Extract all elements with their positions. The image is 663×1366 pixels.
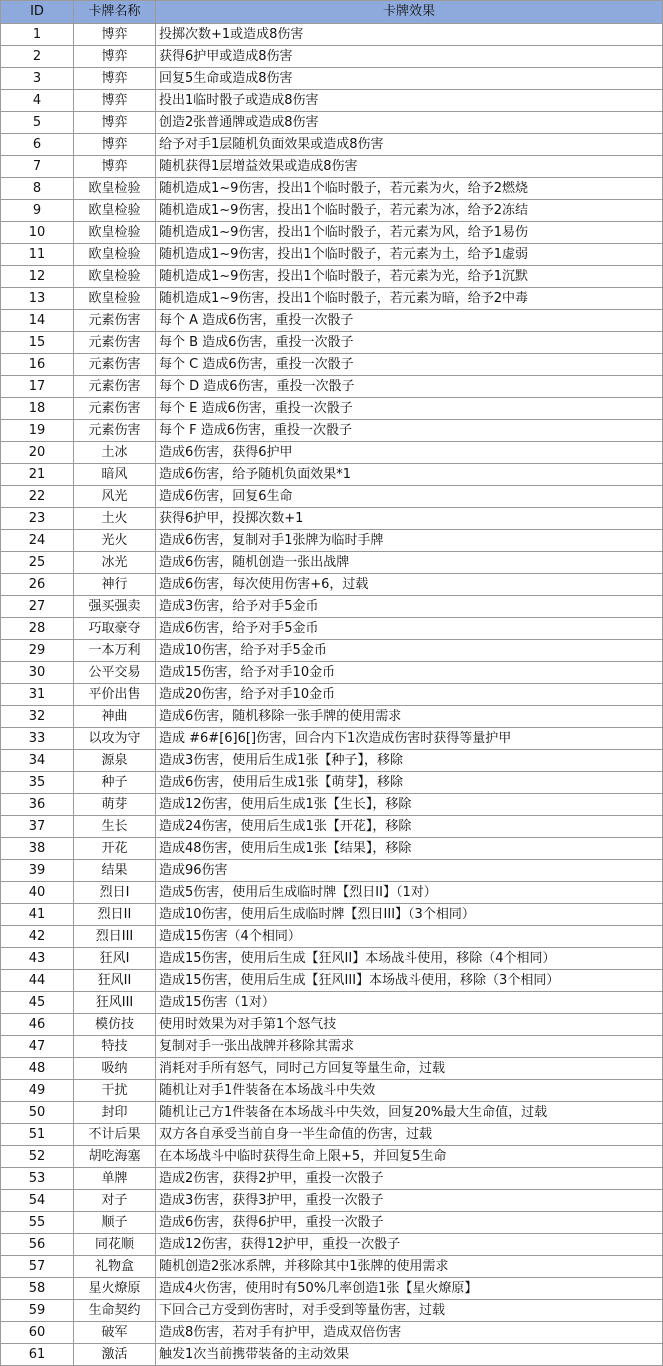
effect-cell: 随机造成1~9伤害，投出1个临时骰子，若元素为火，给予2燃烧	[156, 178, 663, 200]
effect-cell: 复制对手一张出战牌并移除其需求	[156, 1036, 663, 1058]
effect-cell: 随机创造2张冰系牌，并移除其中1张牌的使用需求	[156, 1256, 663, 1278]
id-cell: 18	[1, 398, 74, 420]
table-row	[1, 838, 663, 860]
name-cell: 狂风II	[74, 970, 156, 992]
id-cell: 7	[1, 156, 74, 178]
effect-cell: 造成3伤害，给予对手5金币	[156, 596, 663, 618]
effect-cell: 造成2伤害，获得2护甲，重投一次骰子	[156, 1168, 663, 1190]
name-cell: 萌芽	[74, 794, 156, 816]
id-cell: 54	[1, 1190, 74, 1212]
table-row	[1, 816, 663, 838]
id-cell: 5	[1, 112, 74, 134]
name-cell: 烈日I	[74, 882, 156, 904]
name-cell: 公平交易	[74, 662, 156, 684]
effect-cell: 造成6伤害，每次使用伤害+6，过载	[156, 574, 663, 596]
id-cell: 42	[1, 926, 74, 948]
name-cell: 一本万利	[74, 640, 156, 662]
effect-cell: 随机获得1层增益效果或造成8伤害	[156, 156, 663, 178]
table-row	[1, 992, 663, 1014]
name-cell: 不计后果	[74, 1124, 156, 1146]
name-cell: 元素伤害	[74, 398, 156, 420]
table-row	[1, 662, 663, 684]
table-row	[1, 1190, 663, 1212]
name-cell: 干扰	[74, 1080, 156, 1102]
id-cell: 47	[1, 1036, 74, 1058]
effect-cell: 随机造成1~9伤害，投出1个临时骰子，若元素为冰，给予2冻结	[156, 200, 663, 222]
effect-cell: 使用时效果为对手第1个怒气技	[156, 1014, 663, 1036]
name-cell: 土冰	[74, 442, 156, 464]
effect-cell: 造成6伤害，给予对手5金币	[156, 618, 663, 640]
name-cell: 冰光	[74, 552, 156, 574]
name-cell: 元素伤害	[74, 376, 156, 398]
effect-cell: 造成24伤害，使用后生成1张【开花】，移除	[156, 816, 663, 838]
id-cell: 37	[1, 816, 74, 838]
id-cell: 57	[1, 1256, 74, 1278]
id-cell: 56	[1, 1234, 74, 1256]
name-cell: 生长	[74, 816, 156, 838]
table-row	[1, 684, 663, 706]
id-cell: 49	[1, 1080, 74, 1102]
table-row	[1, 200, 663, 222]
name-cell: 欧皇检验	[74, 266, 156, 288]
table-row	[1, 948, 663, 970]
id-cell: 27	[1, 596, 74, 618]
table-row	[1, 420, 663, 442]
name-cell: 欧皇检验	[74, 288, 156, 310]
table-row	[1, 530, 663, 552]
table-row	[1, 1344, 663, 1366]
id-cell: 50	[1, 1102, 74, 1124]
effect-cell: 造成4火伤害，使用时有50%几率创造1张【星火燎原】	[156, 1278, 663, 1300]
name-cell: 元素伤害	[74, 354, 156, 376]
effect-cell: 造成6伤害，给予随机负面效果*1	[156, 464, 663, 486]
table-row	[1, 288, 663, 310]
id-cell: 31	[1, 684, 74, 706]
name-cell: 封印	[74, 1102, 156, 1124]
id-cell: 44	[1, 970, 74, 992]
effect-cell: 每个 C 造成6伤害，重投一次骰子	[156, 354, 663, 376]
table-row	[1, 398, 663, 420]
id-cell: 38	[1, 838, 74, 860]
name-cell: 破军	[74, 1322, 156, 1344]
effect-cell: 随机让己方1件装备在本场战斗中失效，回复20%最大生命值，过载	[156, 1102, 663, 1124]
header-name: 卡牌名称	[74, 1, 156, 24]
id-cell: 10	[1, 222, 74, 244]
table-row	[1, 1256, 663, 1278]
effect-cell: 造成3伤害，获得3护甲，重投一次骰子	[156, 1190, 663, 1212]
name-cell: 以攻为守	[74, 728, 156, 750]
name-cell: 狂风I	[74, 948, 156, 970]
effect-cell: 造成15伤害（4个相同）	[156, 926, 663, 948]
table-row	[1, 354, 663, 376]
effect-cell: 随机造成1~9伤害，投出1个临时骰子，若元素为暗，给予2中毒	[156, 288, 663, 310]
id-cell: 15	[1, 332, 74, 354]
name-cell: 土火	[74, 508, 156, 530]
table-row	[1, 332, 663, 354]
id-cell: 45	[1, 992, 74, 1014]
effect-cell: 创造2张普通牌或造成8伤害	[156, 112, 663, 134]
id-cell: 53	[1, 1168, 74, 1190]
effect-cell: 造成 #6#[6]6[]伤害，回合内下1次造成伤害时获得等量护甲	[156, 728, 663, 750]
header-row	[1, 1, 663, 24]
table-row	[1, 596, 663, 618]
id-cell: 23	[1, 508, 74, 530]
id-cell: 30	[1, 662, 74, 684]
effect-cell: 投掷次数+1或造成8伤害	[156, 24, 663, 46]
effect-cell: 随机让对手1件装备在本场战斗中失效	[156, 1080, 663, 1102]
table-row	[1, 1212, 663, 1234]
effect-cell: 造成10伤害，给予对手5金币	[156, 640, 663, 662]
table-row	[1, 1300, 663, 1322]
name-cell: 胡吃海塞	[74, 1146, 156, 1168]
table-row	[1, 860, 663, 882]
effect-cell: 造成12伤害，使用后生成1张【生长】，移除	[156, 794, 663, 816]
effect-cell: 消耗对手所有怒气，同时己方回复等量生命，过载	[156, 1058, 663, 1080]
name-cell: 模仿技	[74, 1014, 156, 1036]
effect-cell: 投出1临时骰子或造成8伤害	[156, 90, 663, 112]
name-cell: 博弈	[74, 68, 156, 90]
id-cell: 12	[1, 266, 74, 288]
table-row	[1, 574, 663, 596]
effect-cell: 造成8伤害，若对手有护甲，造成双倍伤害	[156, 1322, 663, 1344]
effect-cell: 下回合己方受到伤害时，对手受到等量伤害，过载	[156, 1300, 663, 1322]
id-cell: 36	[1, 794, 74, 816]
table-row	[1, 1014, 663, 1036]
id-cell: 28	[1, 618, 74, 640]
table-row	[1, 904, 663, 926]
id-cell: 41	[1, 904, 74, 926]
id-cell: 6	[1, 134, 74, 156]
name-cell: 博弈	[74, 134, 156, 156]
name-cell: 博弈	[74, 112, 156, 134]
effect-cell: 造成6伤害，获得6护甲，重投一次骰子	[156, 1212, 663, 1234]
name-cell: 礼物盒	[74, 1256, 156, 1278]
name-cell: 博弈	[74, 156, 156, 178]
id-cell: 24	[1, 530, 74, 552]
effect-cell: 获得6护甲，投掷次数+1	[156, 508, 663, 530]
id-cell: 29	[1, 640, 74, 662]
effect-cell: 造成6伤害，复制对手1张牌为临时手牌	[156, 530, 663, 552]
name-cell: 开花	[74, 838, 156, 860]
effect-cell: 随机造成1~9伤害，投出1个临时骰子，若元素为风，给予1易伤	[156, 222, 663, 244]
table-row	[1, 772, 663, 794]
id-cell: 17	[1, 376, 74, 398]
name-cell: 博弈	[74, 24, 156, 46]
effect-cell: 造成48伤害，使用后生成1张【结果】，移除	[156, 838, 663, 860]
effect-cell: 造成15伤害（1对）	[156, 992, 663, 1014]
name-cell: 平价出售	[74, 684, 156, 706]
name-cell: 欧皇检验	[74, 178, 156, 200]
table-row	[1, 1124, 663, 1146]
effect-cell: 触发1次当前携带装备的主动效果	[156, 1344, 663, 1366]
table-row	[1, 222, 663, 244]
table-row	[1, 1036, 663, 1058]
name-cell: 狂风III	[74, 992, 156, 1014]
id-cell: 11	[1, 244, 74, 266]
id-cell: 33	[1, 728, 74, 750]
effect-cell: 给予对手1层随机负面效果或造成8伤害	[156, 134, 663, 156]
effect-cell: 随机造成1~9伤害，投出1个临时骰子，若元素为光，给予1沉默	[156, 266, 663, 288]
table-row	[1, 310, 663, 332]
table-row	[1, 24, 663, 46]
id-cell: 19	[1, 420, 74, 442]
name-cell: 强买强卖	[74, 596, 156, 618]
id-cell: 55	[1, 1212, 74, 1234]
id-cell: 61	[1, 1344, 74, 1366]
table-row	[1, 68, 663, 90]
table-row	[1, 178, 663, 200]
name-cell: 同花顺	[74, 1234, 156, 1256]
table-row	[1, 926, 663, 948]
table-row	[1, 1146, 663, 1168]
id-cell: 51	[1, 1124, 74, 1146]
effect-cell: 每个 B 造成6伤害，重投一次骰子	[156, 332, 663, 354]
name-cell: 元素伤害	[74, 310, 156, 332]
id-cell: 22	[1, 486, 74, 508]
table-row	[1, 46, 663, 68]
effect-cell: 造成6伤害，使用后生成1张【萌芽】，移除	[156, 772, 663, 794]
name-cell: 暗风	[74, 464, 156, 486]
name-cell: 欧皇检验	[74, 200, 156, 222]
name-cell: 欧皇检验	[74, 222, 156, 244]
id-cell: 20	[1, 442, 74, 464]
effect-cell: 造成96伤害	[156, 860, 663, 882]
name-cell: 神行	[74, 574, 156, 596]
name-cell: 元素伤害	[74, 332, 156, 354]
table-row	[1, 1102, 663, 1124]
effect-cell: 随机造成1~9伤害，投出1个临时骰子，若元素为土，给予1虚弱	[156, 244, 663, 266]
id-cell: 16	[1, 354, 74, 376]
table-row	[1, 156, 663, 178]
id-cell: 9	[1, 200, 74, 222]
table-row	[1, 706, 663, 728]
effect-cell: 造成15伤害，使用后生成【狂风III】本场战斗使用，移除（3个相同）	[156, 970, 663, 992]
table-row	[1, 794, 663, 816]
table-row	[1, 508, 663, 530]
id-cell: 4	[1, 90, 74, 112]
name-cell: 激活	[74, 1344, 156, 1366]
table-row	[1, 1168, 663, 1190]
id-cell: 58	[1, 1278, 74, 1300]
name-cell: 吸纳	[74, 1058, 156, 1080]
table-row	[1, 970, 663, 992]
effect-cell: 造成12伤害，获得12护甲，重投一次骰子	[156, 1234, 663, 1256]
name-cell: 博弈	[74, 90, 156, 112]
effect-cell: 双方各自承受当前自身一半生命值的伤害，过载	[156, 1124, 663, 1146]
effect-cell: 造成6伤害，获得6护甲	[156, 442, 663, 464]
effect-cell: 造成15伤害，给予对手10金币	[156, 662, 663, 684]
effect-cell: 每个 D 造成6伤害，重投一次骰子	[156, 376, 663, 398]
effect-cell: 造成6伤害，随机创造一张出战牌	[156, 552, 663, 574]
table-row	[1, 1234, 663, 1256]
id-cell: 13	[1, 288, 74, 310]
table-row	[1, 112, 663, 134]
effect-cell: 造成10伤害，使用后生成临时牌【烈日III】（3个相同）	[156, 904, 663, 926]
effect-cell: 每个 E 造成6伤害，重投一次骰子	[156, 398, 663, 420]
id-cell: 26	[1, 574, 74, 596]
table-row	[1, 464, 663, 486]
id-cell: 35	[1, 772, 74, 794]
name-cell: 特技	[74, 1036, 156, 1058]
header-id: ID	[1, 1, 74, 24]
table-row	[1, 244, 663, 266]
id-cell: 60	[1, 1322, 74, 1344]
id-cell: 21	[1, 464, 74, 486]
table-row	[1, 90, 663, 112]
name-cell: 巧取豪夺	[74, 618, 156, 640]
table-row	[1, 134, 663, 156]
effect-cell: 回复5生命或造成8伤害	[156, 68, 663, 90]
name-cell: 顺子	[74, 1212, 156, 1234]
table-row	[1, 1322, 663, 1344]
name-cell: 对子	[74, 1190, 156, 1212]
name-cell: 欧皇检验	[74, 244, 156, 266]
effect-cell: 获得6护甲或造成8伤害	[156, 46, 663, 68]
id-cell: 40	[1, 882, 74, 904]
id-cell: 46	[1, 1014, 74, 1036]
id-cell: 34	[1, 750, 74, 772]
table-row	[1, 442, 663, 464]
header-effect: 卡牌效果	[156, 1, 663, 24]
table-body	[1, 24, 663, 1366]
table-row	[1, 552, 663, 574]
effect-cell: 造成15伤害，使用后生成【狂风II】本场战斗使用，移除（4个相同）	[156, 948, 663, 970]
table-row	[1, 1278, 663, 1300]
effect-cell: 造成6伤害，回复6生命	[156, 486, 663, 508]
id-cell: 2	[1, 46, 74, 68]
effect-cell: 造成6伤害，随机移除一张手牌的使用需求	[156, 706, 663, 728]
effect-cell: 造成3伤害，使用后生成1张【种子】，移除	[156, 750, 663, 772]
name-cell: 神曲	[74, 706, 156, 728]
effect-cell: 每个 A 造成6伤害，重投一次骰子	[156, 310, 663, 332]
table-row	[1, 728, 663, 750]
table-row	[1, 376, 663, 398]
table-row	[1, 618, 663, 640]
effect-cell: 在本场战斗中临时获得生命上限+5，并回复5生命	[156, 1146, 663, 1168]
table-row	[1, 1058, 663, 1080]
effect-cell: 每个 F 造成6伤害，重投一次骰子	[156, 420, 663, 442]
name-cell: 光火	[74, 530, 156, 552]
effect-cell: 造成5伤害，使用后生成临时牌【烈日II】（1对）	[156, 882, 663, 904]
table-row	[1, 1080, 663, 1102]
table-row	[1, 750, 663, 772]
effect-cell: 造成20伤害，给予对手10金币	[156, 684, 663, 706]
table-row	[1, 486, 663, 508]
name-cell: 种子	[74, 772, 156, 794]
name-cell: 结果	[74, 860, 156, 882]
id-cell: 48	[1, 1058, 74, 1080]
id-cell: 1	[1, 24, 74, 46]
name-cell: 烈日II	[74, 904, 156, 926]
name-cell: 单牌	[74, 1168, 156, 1190]
id-cell: 25	[1, 552, 74, 574]
name-cell: 风光	[74, 486, 156, 508]
id-cell: 43	[1, 948, 74, 970]
name-cell: 星火燎原	[74, 1278, 156, 1300]
id-cell: 39	[1, 860, 74, 882]
id-cell: 32	[1, 706, 74, 728]
id-cell: 59	[1, 1300, 74, 1322]
name-cell: 博弈	[74, 46, 156, 68]
name-cell: 元素伤害	[74, 420, 156, 442]
name-cell: 烈日III	[74, 926, 156, 948]
id-cell: 8	[1, 178, 74, 200]
table-row	[1, 640, 663, 662]
id-cell: 14	[1, 310, 74, 332]
table-row	[1, 882, 663, 904]
id-cell: 3	[1, 68, 74, 90]
table-row	[1, 266, 663, 288]
name-cell: 源泉	[74, 750, 156, 772]
id-cell: 52	[1, 1146, 74, 1168]
name-cell: 生命契约	[74, 1300, 156, 1322]
